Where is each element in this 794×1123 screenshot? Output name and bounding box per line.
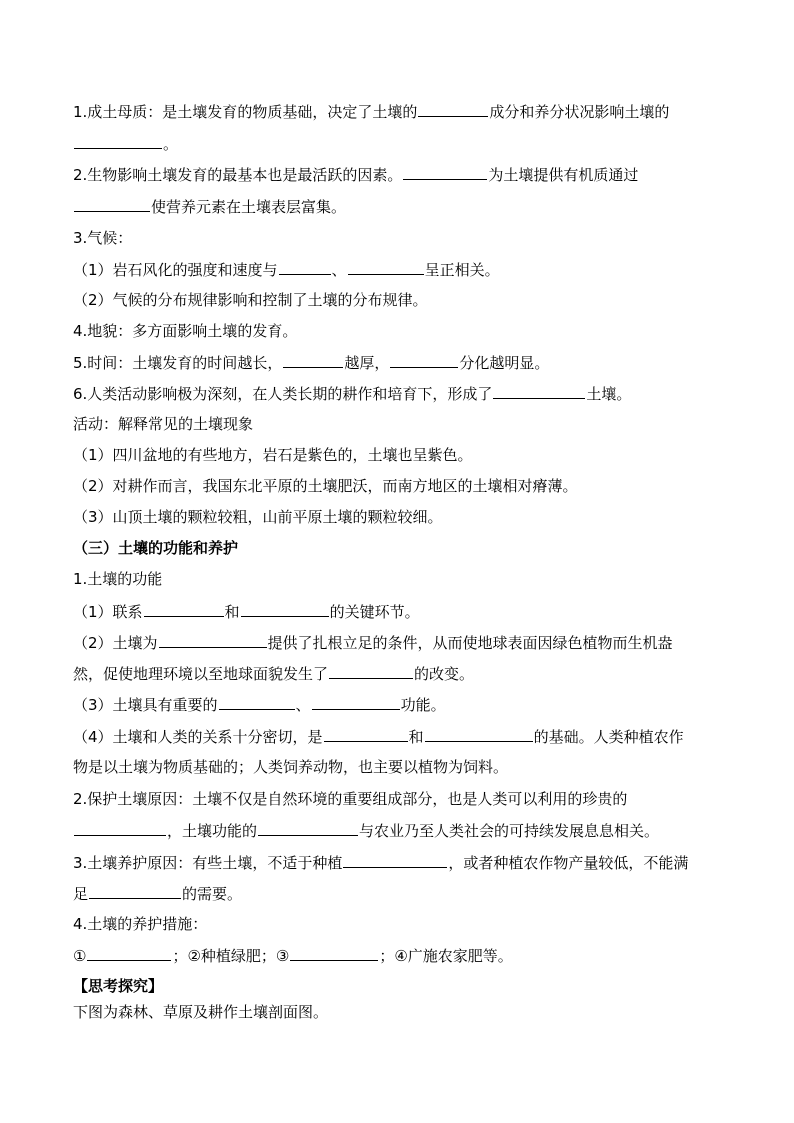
- text-line: [73, 321, 297, 341]
- fill-blank: [343, 852, 447, 868]
- text: 、: [295, 696, 311, 714]
- text-line: [73, 445, 473, 465]
- text: 提供了扎根立足的条件，从而使地球表面因绿色植物而生机盎: [267, 634, 673, 652]
- text: 和: [224, 603, 240, 621]
- text-line: [73, 352, 549, 372]
- fill-blank: [159, 632, 267, 648]
- text: 的改变。: [414, 665, 475, 683]
- text-line: [73, 726, 684, 746]
- text: （1）联系: [73, 603, 143, 621]
- text: 物是以土壤为物质基础的；人类饲养动物，也主要以植物为饲料。: [73, 758, 509, 776]
- text: （2）土壤为: [73, 634, 158, 652]
- text: 足: [73, 885, 89, 903]
- text-line: [73, 914, 207, 934]
- text: 使营养元素在土壤表层富集。: [151, 198, 347, 216]
- fill-blank: [403, 164, 487, 180]
- text: 功能。: [400, 696, 446, 714]
- text-line: [73, 820, 659, 840]
- fill-blank: [74, 133, 162, 149]
- fill-blank: [144, 601, 224, 617]
- text: 然，促使地理环境以至地球面貌发生了: [73, 665, 329, 683]
- text: 1.成土母质：是土壤发育的物质基础，决定了土壤的: [73, 103, 418, 121]
- text-line: [73, 1002, 328, 1022]
- text: 【思考探究】: [73, 977, 164, 995]
- text-line: [73, 476, 578, 496]
- text-line: [73, 601, 420, 621]
- text: 为土壤提供有机质通过: [488, 166, 639, 184]
- fill-blank: [348, 259, 424, 275]
- fill-blank: [324, 726, 408, 742]
- text: （2）对耕作而言，我国东北平原的土壤肥沃，而南方地区的土壤相对瘠薄。: [73, 477, 578, 495]
- fill-blank: [390, 352, 458, 368]
- text: 与农业乃至人类社会的可持续发展息息相关。: [359, 822, 660, 840]
- fill-blank: [74, 196, 150, 212]
- text-line: [73, 945, 513, 965]
- text-line: [73, 133, 178, 153]
- text: 的关键环节。: [329, 603, 420, 621]
- text: 土壤。: [586, 385, 632, 403]
- text: 6.人类活动影响极为深刻，在人类长期的耕作和培育下，形成了: [73, 385, 493, 403]
- text: 5.时间：土壤发育的时间越长，: [73, 354, 283, 372]
- text-line: [73, 757, 508, 777]
- text: 1.土壤的功能: [73, 570, 163, 588]
- text-line: [73, 101, 669, 121]
- fill-blank: [219, 694, 295, 710]
- text: ①: [73, 947, 87, 965]
- fill-blank: [283, 352, 343, 368]
- text-line: [73, 228, 132, 248]
- text-line: [73, 507, 443, 527]
- text: （三）土壤的功能和养护: [73, 539, 239, 557]
- text-line: [73, 663, 474, 683]
- text: （1）四川盆地的有些地方，岩石是紫色的，土壤也呈紫色。: [73, 446, 473, 464]
- text: 和: [408, 728, 424, 746]
- text: 分化越明显。: [459, 354, 550, 372]
- text: 、: [331, 261, 347, 279]
- text: （1）岩石风化的强度和速度与: [73, 261, 278, 279]
- text: 成分和养分状况影响土壤的: [489, 103, 670, 121]
- text: 下图为森林、草原及耕作土壤剖面图。: [73, 1003, 329, 1021]
- text: 4.土壤的养护措施：: [73, 915, 208, 933]
- fill-blank: [89, 883, 181, 899]
- text: ，或者种植农作物产量较低，不能满: [448, 854, 689, 872]
- text: 的基础。人类种植农作: [533, 728, 684, 746]
- fill-blank: [312, 694, 400, 710]
- fill-blank: [425, 726, 533, 742]
- fill-blank: [418, 101, 488, 117]
- fill-blank: [493, 383, 585, 399]
- text-line: [73, 196, 346, 216]
- fill-blank: [74, 820, 166, 836]
- fill-blank: [290, 945, 378, 961]
- text-line: [73, 164, 638, 184]
- text: 。: [163, 135, 179, 153]
- text: ；④广施农家肥等。: [379, 947, 513, 965]
- text-line: [73, 852, 688, 872]
- text-line: [73, 259, 500, 279]
- text: 活动：解释常见的土壤现象: [73, 415, 254, 433]
- text: （2）气候的分布规律影响和控制了土壤的分布规律。: [73, 291, 428, 309]
- text-line: [73, 569, 162, 589]
- fill-blank: [329, 663, 413, 679]
- section-heading: [73, 538, 238, 558]
- fill-blank: [279, 259, 331, 275]
- text-line: [73, 694, 446, 714]
- text: 呈正相关。: [424, 261, 500, 279]
- text: 3.土壤养护原因：有些土壤，不适于种植: [73, 854, 343, 872]
- text: 3.气候：: [73, 229, 133, 247]
- text: ；②种植绿肥；③: [172, 947, 290, 965]
- fill-blank: [241, 601, 329, 617]
- text-line: [73, 383, 631, 403]
- section-heading: [73, 976, 163, 996]
- text-line: [73, 290, 428, 310]
- text-line: [73, 883, 242, 903]
- text-line: [73, 632, 673, 652]
- text: （3）山顶土壤的颗粒较粗，山前平原土壤的颗粒较细。: [73, 508, 443, 526]
- fill-blank: [258, 820, 358, 836]
- text-line: [73, 789, 627, 809]
- text: 越厚，: [344, 354, 390, 372]
- text: （4）土壤和人类的关系十分密切，是: [73, 728, 323, 746]
- text: 2.生物影响土壤发育的最基本也是最活跃的因素。: [73, 166, 403, 184]
- text: （3）土壤具有重要的: [73, 696, 218, 714]
- text: ，土壤功能的: [167, 822, 258, 840]
- text: 的需要。: [182, 885, 243, 903]
- fill-blank: [87, 945, 171, 961]
- text: 4.地貌：多方面影响土壤的发育。: [73, 322, 298, 340]
- text: 2.保护土壤原因：土壤不仅是自然环境的重要组成部分，也是人类可以利用的珍贵的: [73, 790, 628, 808]
- text-line: [73, 414, 253, 434]
